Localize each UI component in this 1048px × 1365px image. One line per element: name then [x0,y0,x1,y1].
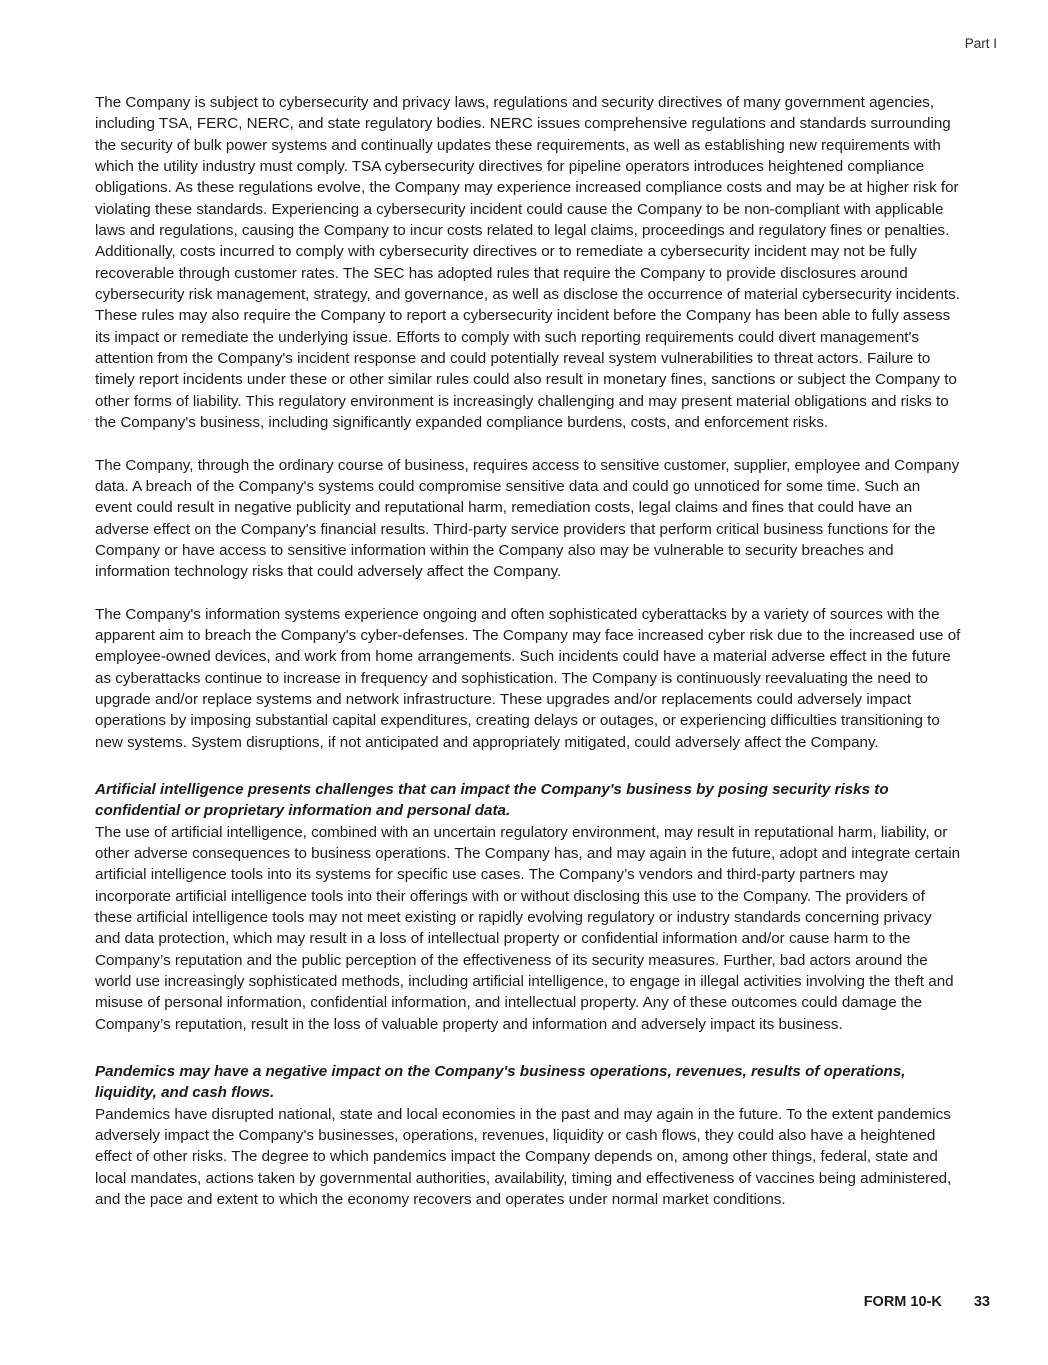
page-footer [864,1294,990,1311]
paragraph: The Company's information systems experience ongoing and often sophisticated cyberattacks by a variety of sources with the apparent aim to breach the Company's cyber-defenses. The Company may face increased cyber risk due to the increased use of employee-owned devices, and work from home arrangements. Such incidents could have a material adverse effect in the future as cyberattacks continue to increase in frequency and sophistication. The Company is continuously reevaluating the need to upgrade and/or replace systems and network infrastructure. These upgrades and/or replacements could adversely impact operations by imposing substantial capital expenditures, creating delays or outages, or experiencing difficulties transitioning to new systems. System disruptions, if not anticipated and appropriately mitigated, could adversely affect the Company. [95,605,961,751]
risk-factor-heading: Pandemics may have a negative impact on the Company's business operations, revenues, results of operations, liquidity, and cash flows. [95,1063,906,1102]
paragraph: The Company, through the ordinary course of business, requires access to sensitive customer, supplier, employee and Company data. A breach of the Company's systems could compromise sensitive data and could go unnoticed for some time. Such an event could result in negative publicity and reputational harm, remediation costs, legal claims and fines that could have an adverse effect on the Company's financial results. Third-party service providers that perform critical business functions for the Company or have access to sensitive information within the Company also may be vulnerable to security breaches and information technology risks that could adversely affect the Company. [95,456,960,581]
part-label: Part I [964,36,997,51]
paragraph: The Company is subject to cybersecurity and privacy laws, regulations and security directives of many government agencies, including TSA, FERC, NERC, and state regulatory bodies. NERC issues comprehensive regulations and standards surrounding the security of bulk power systems and continually updates these requirements, as well as establishing new requirements with which the utility industry must comply. TSA cybersecurity directives for pipeline operators introduces heightened compliance obligations. As these regulations evolve, the Company may experience increased compliance costs and may be at higher risk for violating these standards. Experiencing a cybersecurity incident could cause the Company to be non-compliant with applicable laws and regulations, causing the Company to incur costs related to legal claims, proceedings and regulatory fines or penalties. Additionally, costs incurred to comply with cybersecurity directives or to remediate a cybersecurity incident may not be fully recoverable through customer rates. The SEC has adopted rules that require the Company to provide disclosures around cybersecurity risk management, strategy, and governance, as well as disclose the occurrence of material cybersecurity incidents. These rules may also require the Company to report a cybersecurity incident before the Company has been able to fully assess its impact or remediate the underlying issue. Efforts to comply with such reporting requirements could divert management's attention from the Company's incident response and could potentially reveal system vulnerabilities to threat actors. Failure to timely report incidents under these or other similar rules could also result in monetary fines, sanctions or subject the Company to other forms of liability. This regulatory environment is increasingly challenging and may present material obligations and risks to the Company's business, including significantly expanded compliance burdens, costs, and enforcement risks. [95,94,960,432]
document-body [95,92,961,1211]
paragraph: The use of artificial intelligence, combined with an uncertain regulatory environment, may result in reputational harm, liability, or other adverse consequences to business operations. The Company has, and may again in the future, adopt and integrate certain artificial intelligence tools into its systems for specific use cases. The Company’s vendors and third-party partners may incorporate artificial intelligence tools into their offerings with or without disclosing this use to the Company. The providers of these artificial intelligence tools may not meet existing or rapidly evolving regulatory or industry standards concerning privacy and data protection, which may result in a loss of intellectual property or confidential information and/or cause harm to the Company’s reputation and the public perception of the effectiveness of its security measures. Further, bad actors around the world use increasingly sophisticated methods, including artificial intelligence, to engage in illegal activities involving the theft and misuse of personal information, confidential information, and intellectual property. Any of these outcomes could damage the Company’s reputation, result in the loss of valuable property and information and adversely impact its business. [95,823,961,1033]
paragraph: Pandemics have disrupted national, state and local economies in the past and may again in the future. To the extent pandemics adversely impact the Company's businesses, operations, revenues, liquidity or cash flows, they could also have a heightened effect of other risks. The degree to which pandemics impact the Company depends on, among other things, federal, state and local mandates, actions taken by governmental authorities, availability, timing and effectiveness of vaccines being administered, and the pace and extent to which the economy recovers and operates under normal market conditions. [95,1105,952,1209]
footer-form-label: FORM 10-K [863,1294,942,1310]
risk-factor-heading: Artificial intelligence presents challenges that can impact the Company's business by posing security risks to confidential or proprietary information and personal data. [95,780,889,820]
footer-page-number: 33 [973,1294,990,1310]
